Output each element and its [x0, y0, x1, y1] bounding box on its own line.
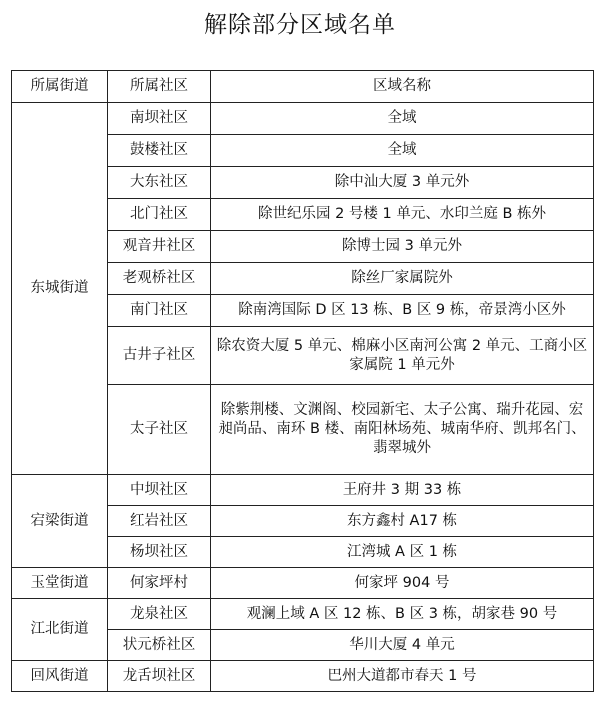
community-cell: 太子社区: [108, 385, 211, 475]
community-cell: 龙泉社区: [108, 599, 211, 630]
area-cell: 除农资大厦 5 单元、棉麻小区南河公寓 2 单元、工商小区家属院 1 单元外: [211, 327, 594, 385]
area-cell: 何家坪 904 号: [211, 568, 594, 599]
area-cell: 全域: [211, 135, 594, 167]
community-cell: 古井子社区: [108, 327, 211, 385]
community-cell: 龙舌坝社区: [108, 661, 211, 692]
street-cell: 玉堂街道: [12, 568, 108, 599]
table-row: [12, 568, 594, 599]
header-street: 所属街道: [12, 71, 108, 103]
street-cell: 宕梁街道: [12, 475, 108, 568]
area-cell: 观澜上域 A 区 12 栋、B 区 3 栋，胡家巷 90 号: [211, 599, 594, 630]
community-cell: 中坝社区: [108, 475, 211, 506]
community-cell: 红岩社区: [108, 506, 211, 537]
area-cell: 除中汕大厦 3 单元外: [211, 167, 594, 199]
area-cell: 除南湾国际 D 区 13 栋、B 区 9 栋，帝景湾小区外: [211, 295, 594, 327]
area-cell: 江湾城 A 区 1 栋: [211, 537, 594, 568]
community-cell: 何家坪村: [108, 568, 211, 599]
area-cell: 全域: [211, 103, 594, 135]
area-cell: 王府井 3 期 33 栋: [211, 475, 594, 506]
area-cell: 除世纪乐园 2 号楼 1 单元、水印兰庭 B 栋外: [211, 199, 594, 231]
street-cell: 东城街道: [12, 103, 108, 475]
community-cell: 鼓楼社区: [108, 135, 211, 167]
community-cell: 北门社区: [108, 199, 211, 231]
area-cell: 除丝厂家属院外: [211, 263, 594, 295]
table-row: [12, 475, 594, 506]
area-cell: 巴州大道都市春天 1 号: [211, 661, 594, 692]
table-header-row: [12, 71, 594, 103]
community-cell: 南门社区: [108, 295, 211, 327]
area-cell: 华川大厦 4 单元: [211, 630, 594, 661]
community-cell: 杨坝社区: [108, 537, 211, 568]
community-cell: 南坝社区: [108, 103, 211, 135]
area-cell: 东方鑫村 A17 栋: [211, 506, 594, 537]
header-area: 区域名称: [211, 71, 594, 103]
area-table: [11, 70, 594, 692]
street-cell: 江北街道: [12, 599, 108, 661]
table-row: [12, 599, 594, 630]
community-cell: 状元桥社区: [108, 630, 211, 661]
area-cell: 除紫荆楼、文渊阁、校园新宅、太子公寓、瑞升花园、宏昶尚品、南环 B 楼、南阳林场苑、城南华府、凯邦名门、翡翠城外: [211, 385, 594, 475]
table-row: [12, 103, 594, 135]
area-cell: 除博士园 3 单元外: [211, 231, 594, 263]
community-cell: 观音井社区: [108, 231, 211, 263]
community-cell: 老观桥社区: [108, 263, 211, 295]
page-title: 解除部分区域名单: [204, 12, 396, 38]
table-row: [12, 661, 594, 692]
street-cell: 回风街道: [12, 661, 108, 692]
community-cell: 大东社区: [108, 167, 211, 199]
header-community: 所属社区: [108, 71, 211, 103]
